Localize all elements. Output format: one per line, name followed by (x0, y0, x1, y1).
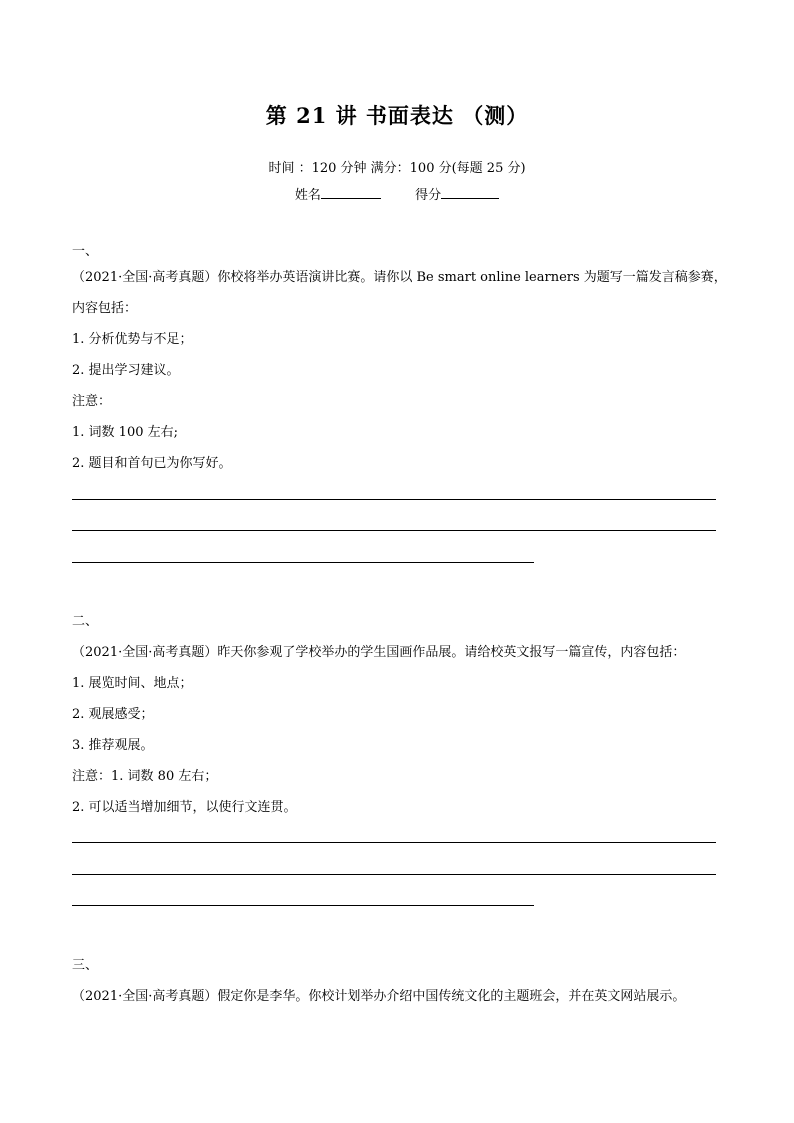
question-1-line: 2. 提出学习建议。 (72, 363, 180, 378)
question-2-line: 注意：1. 词数 80 左右； (72, 769, 218, 784)
name-blank[interactable] (321, 184, 381, 199)
name-label: 姓名 (294, 188, 321, 203)
exam-info: 时间 ：120 分钟 满分：100 分(每题 25 分) (268, 161, 526, 176)
page-title: 第 21 讲 书面表达 （测） (265, 103, 529, 128)
question-1-line: 注意： (72, 394, 112, 409)
question-1-line: 1. 词数 100 左右; (72, 425, 178, 440)
score-blank[interactable] (441, 184, 499, 199)
question-1-line: 1. 分析优势与不足； (72, 332, 193, 347)
question-3-prompt: （2021·全国·高考真题）假定你是李华。你校计划举办介绍中国传统文化的主题班会，并在英文网站展示。 (72, 989, 686, 1004)
answer-line[interactable] (72, 530, 716, 531)
name-score-row (0, 184, 794, 203)
answer-line[interactable] (72, 842, 716, 843)
question-2-line: 1. 展览时间、地点； (72, 676, 193, 691)
question-1-line: 内容包括： (72, 301, 138, 316)
question-2-line: 3. 推荐观展。 (72, 738, 154, 753)
question-2-prompt: （2021·全国·高考真题）昨天你参观了学校举办的学生国画作品展。请给校英文报写一篇宣传，内容包括： (72, 645, 686, 660)
question-2-line: 2. 可以适当增加细节，以使行文连贯。 (72, 800, 297, 815)
question-1-line: 2. 题目和首句已为你写好。 (72, 456, 232, 471)
answer-line[interactable] (72, 499, 716, 500)
question-1-number: 一、 (72, 244, 99, 259)
question-3-number: 三、 (72, 958, 99, 973)
question-1-prompt: （2021·全国·高考真题）你校将举办英语演讲比赛。请你以 Be smart online learners 为题写一篇发言稿参赛， (72, 270, 727, 285)
score-label: 得分 (415, 188, 442, 203)
question-2-number: 二、 (72, 614, 99, 629)
question-2-line: 2. 观展感受； (72, 707, 154, 722)
answer-line[interactable] (72, 905, 534, 906)
answer-line[interactable] (72, 874, 716, 875)
answer-line[interactable] (72, 562, 534, 563)
